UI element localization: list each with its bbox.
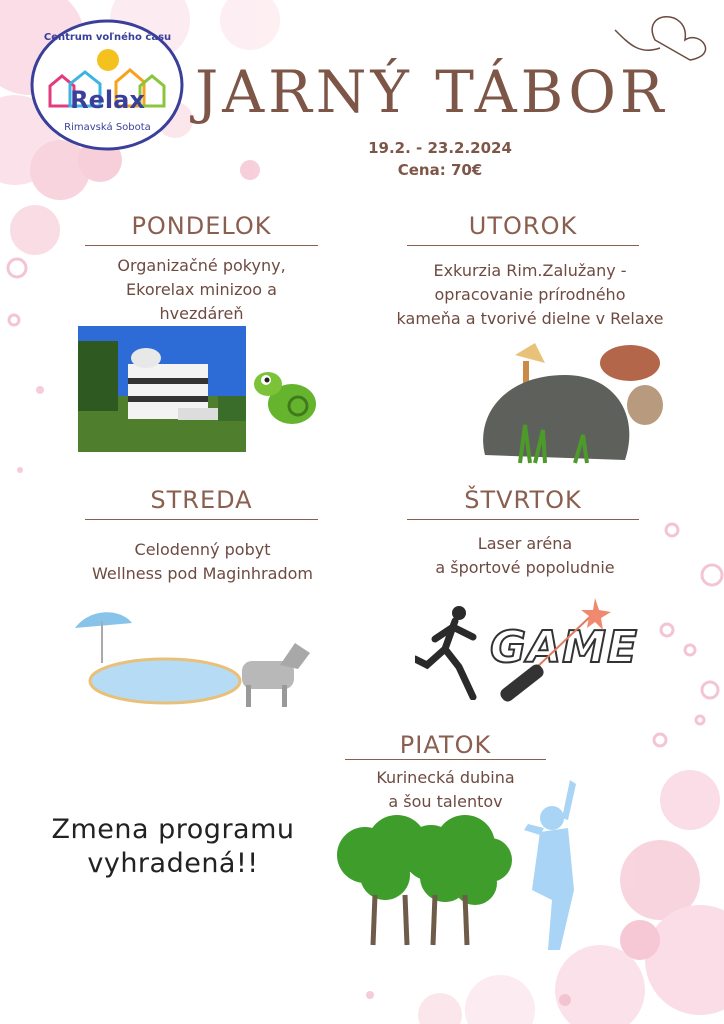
- stone-crafts-icon: [465, 335, 665, 467]
- day-desc-thursday: [395, 532, 655, 580]
- game-logo: GAME: [490, 622, 639, 673]
- day-heading-friday: PIATOK: [399, 731, 492, 759]
- divider: [85, 519, 318, 520]
- day-desc-monday: [80, 254, 323, 326]
- desc-line: Organizačné pokyny,: [117, 256, 286, 275]
- logo: [30, 18, 185, 153]
- note-line: vyhradená!!: [87, 848, 259, 879]
- dates-block: [330, 137, 550, 181]
- desc-line: Celodenný pobyt: [134, 540, 271, 559]
- divider: [345, 759, 546, 760]
- runner-icon: [415, 605, 487, 700]
- desc-line: Wellness pod Maginhradom: [92, 564, 313, 583]
- day-desc-wednesday: [50, 538, 355, 586]
- laser-gun-icon: [495, 598, 615, 703]
- divider: [407, 245, 639, 246]
- butterfly-icon: [615, 17, 706, 60]
- desc-line: opracovanie prírodného: [434, 285, 626, 304]
- observatory-photo: [78, 326, 246, 452]
- day-heading-monday: PONDELOK: [131, 212, 272, 240]
- singer-silhouette-icon: [512, 780, 602, 955]
- desc-line: Laser aréna: [477, 534, 573, 553]
- day-heading-wednesday: STREDA: [150, 486, 253, 514]
- divider: [407, 519, 639, 520]
- desc-line: Ekorelax minizoo a: [126, 280, 277, 299]
- desc-line: a šou talentov: [388, 792, 503, 811]
- dates-text: 19.2. - 23.2.2024: [368, 139, 512, 157]
- logo-top-text: Centrum voľného času: [43, 32, 172, 43]
- divider: [85, 245, 318, 246]
- note-line: Zmena programu: [51, 814, 295, 845]
- chameleon-icon: [252, 362, 324, 432]
- day-heading-tuesday: UTOROK: [468, 212, 578, 240]
- day-desc-tuesday: [370, 259, 690, 331]
- program-change-note: [18, 813, 328, 881]
- desc-line: Exkurzia Rim.Zalužany -: [433, 261, 627, 280]
- desc-line: Kurinecká dubina: [376, 768, 515, 787]
- desc-line: a športové popoludnie: [435, 558, 615, 577]
- page-title: JARNÝ TÁBOR: [195, 58, 668, 126]
- price-text: Cena: 70€: [397, 161, 483, 179]
- forest-icon: [335, 815, 513, 950]
- logo-bottom-text: Rimavská Sobota: [64, 122, 151, 133]
- day-heading-thursday: ŠTVRTOK: [464, 486, 582, 514]
- logo-brand: Relax: [70, 86, 145, 114]
- desc-line: kameňa a tvorivé dielne v Relaxe: [396, 309, 664, 328]
- pool-donkey-icon: [70, 603, 320, 715]
- desc-line: hvezdáreň: [159, 304, 244, 323]
